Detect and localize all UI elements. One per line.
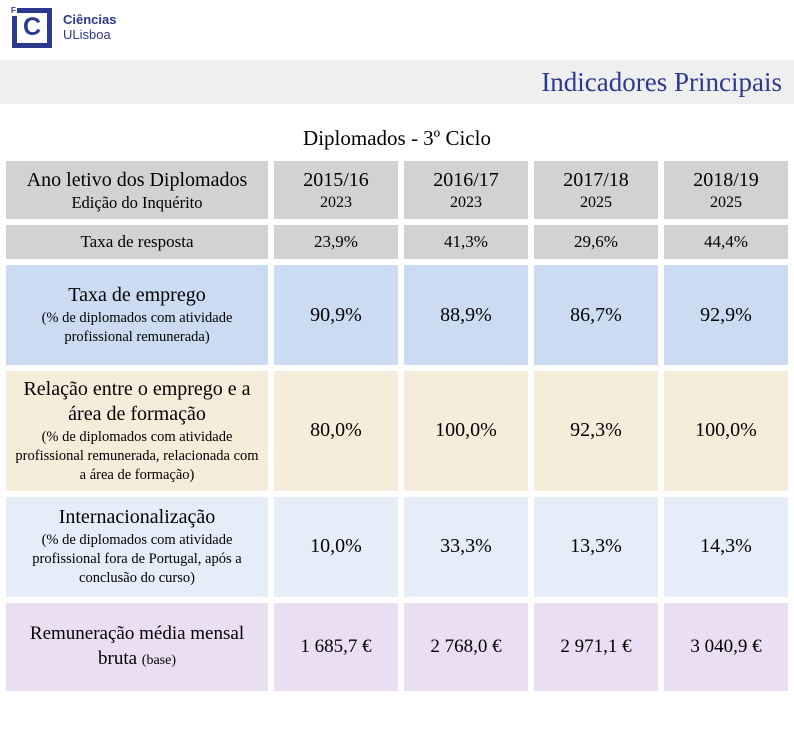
- table-row-relacao-emprego-area: [6, 371, 788, 491]
- value-cell: 2 768,0 €: [404, 603, 528, 691]
- row-label-cell: [6, 603, 268, 691]
- row-label: [14, 622, 260, 671]
- value-cell: 33,3%: [404, 497, 528, 597]
- logo-line-ciencias: Ciências: [63, 12, 117, 28]
- column-edition: 2025: [710, 193, 742, 211]
- logo-header: [0, 0, 794, 60]
- column-edition: 2025: [580, 193, 612, 211]
- header-label: Ano letivo dos Diplomados: [26, 168, 248, 191]
- row-sublabel: (base): [141, 652, 176, 668]
- column-edition: 2023: [450, 193, 482, 211]
- row-sublabel: (% de diplomados com atividade profissional remunerada): [41, 310, 233, 345]
- value-cell: 3 040,9 €: [664, 603, 788, 691]
- row-label-cell: [6, 497, 268, 597]
- page-title: Indicadores Principais: [541, 66, 782, 97]
- ciencias-ulisboa-logo: [12, 8, 116, 48]
- row-label: Taxa de emprego: [68, 284, 206, 307]
- header-col-cell: [274, 161, 398, 219]
- row-label-cell: [6, 265, 268, 365]
- value-cell: 10,0%: [274, 497, 398, 597]
- logo-line-ulisboa: ULisboa: [63, 27, 111, 42]
- table-row-taxa-de-resposta: [6, 225, 788, 259]
- header-label-cell: [6, 161, 268, 219]
- indicators-table: [0, 155, 794, 697]
- column-year: 2018/19: [693, 168, 759, 191]
- value-cell: 41,3%: [404, 225, 528, 259]
- value-cell: 100,0%: [404, 371, 528, 491]
- table-header-row: [6, 161, 788, 219]
- column-year: 2017/18: [563, 168, 629, 191]
- row-label-text: Remuneração média mensal bruta: [29, 622, 245, 669]
- row-label: Taxa de resposta: [80, 232, 194, 251]
- table-row-remuneracao-media: [6, 603, 788, 691]
- table-row-internacionalizacao: [6, 497, 788, 597]
- header-col-cell: [404, 161, 528, 219]
- value-cell: 90,9%: [274, 265, 398, 365]
- row-label: Relação entre o emprego e a área de formação: [23, 378, 251, 425]
- value-cell: 44,4%: [664, 225, 788, 259]
- column-edition: 2023: [320, 193, 352, 211]
- table-row-taxa-de-emprego: [6, 265, 788, 365]
- row-label: Internacionalização: [58, 506, 216, 529]
- value-cell: 86,7%: [534, 265, 658, 365]
- column-year: 2015/16: [303, 168, 369, 191]
- table-title: Diplomados - 3º Ciclo: [303, 126, 491, 150]
- logo-wordmark: [63, 13, 116, 43]
- value-cell: 88,9%: [404, 265, 528, 365]
- page-header-band: [0, 60, 794, 104]
- row-sublabel: (% de diplomados com atividade profissional remunerada, relacionada com a área de formação): [15, 429, 259, 483]
- header-col-cell: [534, 161, 658, 219]
- value-cell: 29,6%: [534, 225, 658, 259]
- logo-letter: C: [22, 12, 42, 41]
- column-year: 2016/17: [433, 168, 499, 191]
- header-sublabel: Edição do Inquérito: [71, 192, 203, 212]
- row-label-cell: [6, 225, 268, 259]
- value-cell: 92,9%: [664, 265, 788, 365]
- value-cell: 13,3%: [534, 497, 658, 597]
- header-col-cell: [664, 161, 788, 219]
- row-label-cell: [6, 371, 268, 491]
- value-cell: 80,0%: [274, 371, 398, 491]
- value-cell: 2 971,1 €: [534, 603, 658, 691]
- value-cell: 92,3%: [534, 371, 658, 491]
- value-cell: 1 685,7 €: [274, 603, 398, 691]
- value-cell: 14,3%: [664, 497, 788, 597]
- row-sublabel: (% de diplomados com atividade profissional fora de Portugal, após a conclusão do curso): [32, 532, 242, 586]
- value-cell: 23,9%: [274, 225, 398, 259]
- logo-corner-mark: F: [11, 6, 16, 15]
- value-cell: 100,0%: [664, 371, 788, 491]
- ciencias-logo-icon: [12, 8, 52, 48]
